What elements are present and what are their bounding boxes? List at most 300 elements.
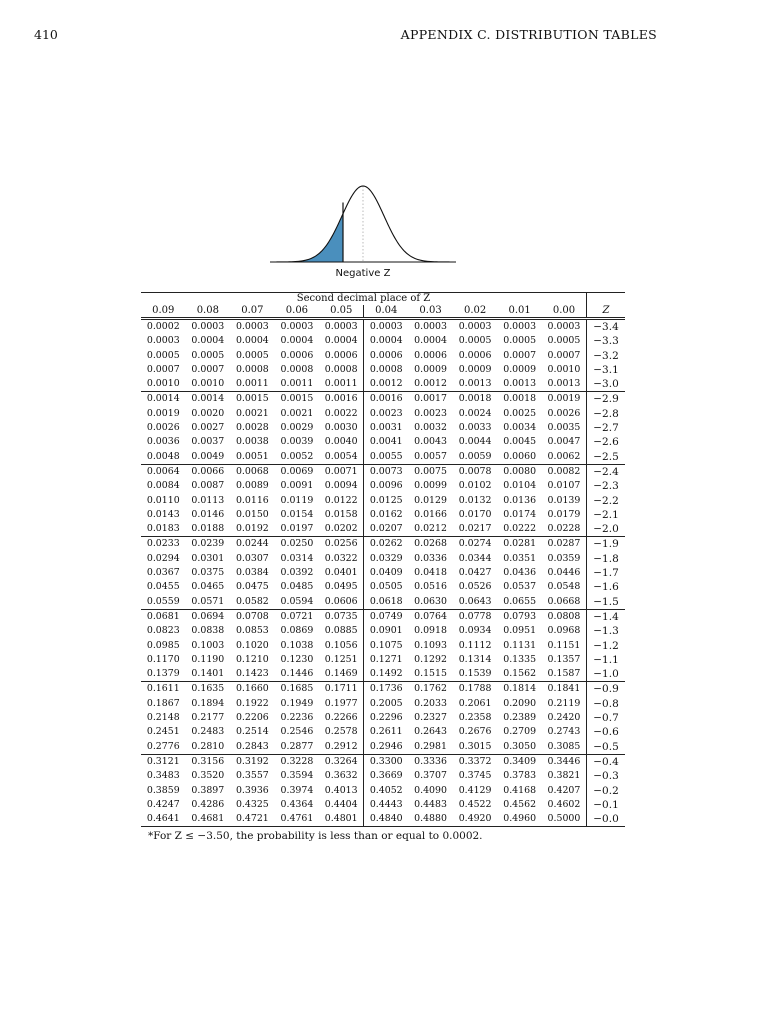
- probability-cell: 0.0012: [414, 378, 447, 390]
- table-row: [141, 812, 625, 827]
- table-row: [141, 377, 625, 392]
- table-row: [141, 508, 625, 522]
- probability-cell: 0.0384: [235, 567, 269, 579]
- probability-cell: 0.2148: [146, 712, 180, 724]
- probability-cell: 0.0336: [414, 552, 447, 564]
- probability-cell: 0.2206: [235, 712, 269, 724]
- probability-cell: 0.1190: [191, 653, 225, 665]
- probability-cell: 0.4404: [324, 798, 358, 810]
- probability-cell: 0.0059: [458, 450, 492, 462]
- table-row: [141, 522, 625, 537]
- probability-cell: 0.0021: [280, 407, 314, 419]
- probability-cell: 0.0034: [503, 422, 537, 434]
- probability-cell: 0.1894: [191, 697, 225, 709]
- table-row: [141, 479, 625, 493]
- probability-cell: 0.0281: [497, 537, 542, 552]
- table-row: [141, 711, 625, 725]
- probability-cell: 0.0089: [235, 480, 269, 492]
- probability-cell: 0.2358: [458, 712, 492, 724]
- table-row: [141, 363, 625, 377]
- probability-cell: 0.0068: [230, 464, 275, 479]
- z-value-cell: −1.8: [587, 552, 626, 566]
- probability-cell: 0.0015: [275, 392, 320, 407]
- running-head: APPENDIX C. DISTRIBUTION TABLES: [400, 27, 657, 42]
- probability-cell: 0.0268: [408, 537, 453, 552]
- probability-cell: 0.2327: [414, 712, 447, 724]
- z-value-cell: −1.9: [587, 537, 626, 552]
- probability-cell: 0.0113: [191, 494, 225, 506]
- probability-cell: 0.1251: [324, 653, 358, 665]
- z-table: [141, 292, 625, 827]
- z-value-cell: −1.6: [587, 580, 626, 594]
- probability-cell: 0.4562: [503, 798, 537, 810]
- probability-cell: 0.0004: [235, 335, 269, 347]
- table-row: [141, 697, 625, 711]
- probability-cell: 0.4129: [458, 784, 492, 796]
- probability-cell: 0.0516: [414, 581, 447, 593]
- probability-cell: 0.4681: [186, 812, 231, 827]
- probability-cell: 0.0062: [547, 450, 581, 462]
- probability-cell: 0.0064: [141, 464, 186, 479]
- probability-cell: 0.0102: [458, 480, 492, 492]
- probability-cell: 0.0409: [364, 566, 409, 580]
- probability-cell: 0.0446: [547, 567, 581, 579]
- probability-cell: 0.0003: [497, 319, 542, 335]
- table-row: [141, 464, 625, 479]
- table-row: [141, 595, 625, 610]
- table-row: [141, 552, 625, 566]
- probability-cell: 0.0274: [453, 537, 498, 552]
- probability-cell: 0.0951: [503, 625, 537, 637]
- probability-cell: 0.3050: [503, 740, 537, 752]
- probability-cell: 0.0643: [458, 595, 492, 607]
- probability-cell: 0.0023: [414, 407, 447, 419]
- probability-cell: 0.1492: [364, 667, 409, 682]
- probability-cell: 0.0329: [364, 552, 409, 566]
- probability-cell: 0.0026: [547, 407, 581, 419]
- probability-cell: 0.0044: [458, 436, 492, 448]
- probability-cell: 0.0021: [235, 407, 269, 419]
- probability-cell: 0.0217: [458, 523, 492, 535]
- probability-cell: 0.0233: [141, 537, 186, 552]
- probability-cell: 0.0004: [191, 335, 225, 347]
- probability-cell: 0.2119: [547, 697, 581, 709]
- probability-cell: 0.0010: [191, 378, 225, 390]
- probability-cell: 0.0006: [280, 349, 314, 361]
- probability-cell: 0.2643: [414, 726, 447, 738]
- probability-cell: 0.0351: [503, 552, 537, 564]
- z-value-cell: −0.1: [587, 798, 626, 812]
- probability-cell: 0.3015: [458, 740, 492, 752]
- probability-cell: 0.0023: [364, 407, 409, 421]
- probability-cell: 0.3264: [319, 754, 364, 769]
- probability-cell: 0.1020: [235, 639, 269, 651]
- table-row: [141, 667, 625, 682]
- probability-cell: 0.1112: [458, 639, 492, 651]
- probability-cell: 0.0051: [235, 450, 269, 462]
- probability-cell: 0.2389: [503, 712, 537, 724]
- probability-cell: 0.0091: [280, 480, 314, 492]
- probability-cell: 0.0778: [453, 609, 498, 624]
- probability-cell: 0.0006: [458, 349, 492, 361]
- probability-cell: 0.0057: [414, 450, 447, 462]
- probability-cell: 0.2611: [364, 725, 409, 739]
- probability-cell: 0.0049: [191, 450, 225, 462]
- column-header: 0.05: [319, 305, 364, 319]
- probability-cell: 0.0025: [503, 407, 537, 419]
- probability-cell: 0.0028: [235, 422, 269, 434]
- probability-cell: 0.0202: [324, 523, 358, 535]
- probability-cell: 0.0174: [503, 508, 537, 520]
- probability-cell: 0.0158: [324, 508, 358, 520]
- probability-cell: 0.0014: [141, 392, 186, 407]
- probability-cell: 0.0003: [275, 319, 320, 335]
- probability-cell: 0.0934: [458, 625, 492, 637]
- probability-cell: 0.0150: [235, 508, 269, 520]
- probability-cell: 0.3228: [275, 754, 320, 769]
- probability-cell: 0.0681: [141, 609, 186, 624]
- probability-cell: 0.0003: [146, 335, 180, 347]
- probability-cell: 0.1401: [191, 668, 225, 680]
- curve-caption: Negative Z: [335, 268, 391, 279]
- probability-cell: 0.0708: [230, 609, 275, 624]
- probability-cell: 0.0436: [503, 567, 537, 579]
- probability-cell: 0.1660: [230, 682, 275, 697]
- table-footnote: *For Z ≤ −3.50, the probability is less than or equal to 0.0002.: [148, 830, 483, 842]
- probability-cell: 0.0015: [230, 392, 275, 407]
- probability-cell: 0.1515: [414, 668, 447, 680]
- probability-cell: 0.0008: [235, 363, 269, 375]
- probability-cell: 0.0537: [503, 581, 537, 593]
- probability-cell: 0.0143: [146, 508, 180, 520]
- probability-cell: 0.0367: [146, 567, 180, 579]
- z-value-cell: −3.0: [587, 377, 626, 392]
- probability-cell: 0.0007: [503, 349, 537, 361]
- probability-cell: 0.0668: [547, 595, 581, 607]
- probability-cell: 0.0003: [230, 319, 275, 335]
- probability-cell: 0.0853: [235, 625, 269, 637]
- probability-cell: 0.0018: [497, 392, 542, 407]
- probability-cell: 0.0107: [547, 480, 581, 492]
- probability-cell: 0.1949: [280, 697, 314, 709]
- probability-cell: 0.3192: [230, 754, 275, 769]
- probability-cell: 0.0007: [146, 363, 180, 375]
- probability-cell: 0.0029: [280, 422, 314, 434]
- probability-cell: 0.1335: [503, 653, 537, 665]
- probability-cell: 0.0009: [503, 363, 537, 375]
- probability-cell: 0.2743: [547, 726, 581, 738]
- probability-cell: 0.1611: [141, 682, 186, 697]
- probability-cell: 0.0004: [414, 335, 447, 347]
- probability-cell: 0.0594: [280, 595, 314, 607]
- probability-cell: 0.1056: [324, 639, 358, 651]
- probability-cell: 0.0188: [191, 523, 225, 535]
- probability-cell: 0.1131: [503, 639, 537, 651]
- probability-cell: 0.3372: [453, 754, 498, 769]
- table-row: [141, 349, 625, 363]
- probability-cell: 0.0010: [146, 378, 180, 390]
- probability-cell: 0.3520: [191, 770, 225, 782]
- probability-cell: 0.1314: [458, 653, 492, 665]
- probability-cell: 0.1922: [235, 697, 269, 709]
- table-row: [141, 450, 625, 465]
- probability-cell: 0.0166: [414, 508, 447, 520]
- probability-cell: 0.0222: [503, 523, 537, 535]
- probability-cell: 0.4364: [280, 798, 314, 810]
- probability-cell: 0.5000: [542, 812, 587, 827]
- probability-cell: 0.1977: [324, 697, 358, 709]
- probability-cell: 0.0344: [458, 552, 492, 564]
- probability-cell: 0.0122: [324, 494, 358, 506]
- probability-cell: 0.0359: [547, 552, 581, 564]
- probability-cell: 0.0043: [414, 436, 447, 448]
- z-value-cell: −2.8: [587, 407, 626, 421]
- probability-cell: 0.3409: [497, 754, 542, 769]
- probability-cell: 0.0016: [319, 392, 364, 407]
- probability-cell: 0.0250: [275, 537, 320, 552]
- probability-cell: 0.1711: [319, 682, 364, 697]
- probability-cell: 0.2946: [364, 740, 409, 755]
- z-value-cell: −3.2: [587, 349, 626, 363]
- probability-cell: 0.0017: [408, 392, 453, 407]
- probability-cell: 0.0262: [364, 537, 409, 552]
- probability-cell: 0.2676: [458, 726, 492, 738]
- probability-cell: 0.3897: [191, 784, 225, 796]
- probability-cell: 0.0005: [458, 335, 492, 347]
- probability-cell: 0.0048: [146, 450, 180, 462]
- table-row: [141, 639, 625, 653]
- page-number: 410: [34, 27, 58, 42]
- probability-cell: 0.0694: [186, 609, 231, 624]
- probability-cell: 0.0099: [414, 480, 447, 492]
- probability-cell: 0.0154: [280, 508, 314, 520]
- probability-cell: 0.2266: [324, 712, 358, 724]
- probability-cell: 0.1423: [235, 668, 269, 680]
- probability-cell: 0.0207: [364, 522, 409, 537]
- table-row: [141, 653, 625, 667]
- probability-cell: 0.0146: [191, 508, 225, 520]
- table-row: [141, 784, 625, 798]
- probability-cell: 0.0084: [146, 480, 180, 492]
- probability-cell: 0.0003: [453, 319, 498, 335]
- probability-cell: 0.0008: [324, 363, 358, 375]
- probability-cell: 0.0104: [503, 480, 537, 492]
- column-header: 0.09: [141, 305, 186, 319]
- probability-cell: 0.0002: [141, 319, 186, 335]
- table-row: [141, 740, 625, 755]
- probability-cell: 0.0018: [453, 392, 498, 407]
- probability-cell: 0.0571: [191, 595, 225, 607]
- probability-cell: 0.1379: [146, 668, 180, 680]
- probability-cell: 0.0007: [191, 363, 225, 375]
- table-row: [141, 725, 625, 739]
- z-value-cell: −0.9: [587, 682, 626, 697]
- probability-cell: 0.0075: [408, 464, 453, 479]
- probability-cell: 0.0066: [186, 464, 231, 479]
- probability-cell: 0.0005: [191, 349, 225, 361]
- probability-cell: 0.0110: [146, 494, 180, 506]
- probability-cell: 0.0392: [280, 567, 314, 579]
- table-row: [141, 435, 625, 449]
- probability-cell: 0.0037: [191, 436, 225, 448]
- probability-cell: 0.0052: [280, 450, 314, 462]
- probability-cell: 0.2483: [191, 726, 225, 738]
- probability-cell: 0.1635: [186, 682, 231, 697]
- probability-cell: 0.1093: [414, 639, 447, 651]
- probability-cell: 0.1292: [414, 653, 447, 665]
- probability-cell: 0.1230: [280, 653, 314, 665]
- probability-cell: 0.0183: [146, 523, 180, 535]
- probability-cell: 0.0582: [235, 595, 269, 607]
- probability-cell: 0.0314: [280, 552, 314, 564]
- probability-cell: 0.4522: [458, 798, 492, 810]
- table-row: [141, 682, 625, 697]
- table-row: [141, 798, 625, 812]
- probability-cell: 0.0003: [408, 319, 453, 335]
- probability-cell: 0.1841: [542, 682, 587, 697]
- probability-cell: 0.2420: [547, 712, 581, 724]
- probability-cell: 0.0548: [547, 581, 581, 593]
- probability-cell: 0.0505: [364, 580, 409, 594]
- probability-cell: 0.3446: [542, 754, 587, 769]
- probability-cell: 0.0192: [235, 523, 269, 535]
- probability-cell: 0.4443: [364, 798, 409, 812]
- probability-cell: 0.0287: [542, 537, 587, 552]
- probability-cell: 0.0655: [503, 595, 537, 607]
- probability-cell: 0.0004: [364, 334, 409, 348]
- probability-cell: 0.3936: [235, 784, 269, 796]
- column-header: 0.04: [364, 305, 409, 319]
- table-row: [141, 319, 625, 335]
- probability-cell: 0.0014: [186, 392, 231, 407]
- probability-cell: 0.4602: [547, 798, 581, 810]
- probability-cell: 0.4325: [235, 798, 269, 810]
- probability-cell: 0.2776: [146, 740, 180, 752]
- table-row: [141, 580, 625, 594]
- probability-cell: 0.2877: [280, 740, 314, 752]
- probability-cell: 0.0239: [186, 537, 231, 552]
- probability-cell: 0.1587: [547, 668, 581, 680]
- probability-cell: 0.0008: [280, 363, 314, 375]
- probability-cell: 0.0749: [364, 609, 409, 624]
- table-row: [141, 334, 625, 348]
- probability-cell: 0.0041: [364, 435, 409, 449]
- probability-cell: 0.0039: [280, 436, 314, 448]
- probability-cell: 0.0526: [458, 581, 492, 593]
- z-value-cell: −0.5: [587, 740, 626, 755]
- probability-cell: 0.0078: [453, 464, 498, 479]
- probability-cell: 0.3557: [235, 770, 269, 782]
- probability-cell: 0.0033: [458, 422, 492, 434]
- probability-cell: 0.2177: [191, 712, 225, 724]
- probability-cell: 0.0901: [364, 624, 409, 638]
- probability-cell: 0.4090: [414, 784, 447, 796]
- z-value-cell: −3.4: [587, 319, 626, 335]
- probability-cell: 0.0823: [146, 625, 180, 637]
- probability-cell: 0.0119: [280, 494, 314, 506]
- probability-cell: 0.0455: [146, 581, 180, 593]
- probability-cell: 0.0465: [191, 581, 225, 593]
- probability-cell: 0.0418: [414, 567, 447, 579]
- probability-cell: 0.4483: [414, 798, 447, 810]
- z-value-cell: −1.3: [587, 624, 626, 638]
- z-value-cell: −0.3: [587, 769, 626, 783]
- probability-cell: 0.1170: [146, 653, 180, 665]
- probability-cell: 0.0918: [414, 625, 447, 637]
- probability-cell: 0.0013: [547, 378, 581, 390]
- probability-cell: 0.0003: [319, 319, 364, 335]
- probability-cell: 0.3085: [547, 740, 581, 752]
- probability-cell: 0.0036: [146, 436, 180, 448]
- z-value-cell: −2.0: [587, 522, 626, 537]
- probability-cell: 0.1469: [324, 668, 358, 680]
- probability-cell: 0.1762: [408, 682, 453, 697]
- probability-cell: 0.0006: [324, 349, 358, 361]
- probability-cell: 0.0011: [324, 378, 358, 390]
- probability-cell: 0.4641: [141, 812, 186, 827]
- probability-cell: 0.1685: [275, 682, 320, 697]
- table-row: [141, 494, 625, 508]
- probability-cell: 0.0559: [146, 595, 180, 607]
- probability-cell: 0.0009: [458, 363, 492, 375]
- shaded-left-tail: [270, 214, 343, 262]
- probability-cell: 0.3783: [503, 770, 537, 782]
- probability-cell: 0.0013: [458, 378, 492, 390]
- z-value-cell: −0.2: [587, 784, 626, 798]
- z-value-cell: −2.1: [587, 508, 626, 522]
- table-row: [141, 609, 625, 624]
- probability-cell: 0.0005: [547, 335, 581, 347]
- probability-cell: 0.0003: [542, 319, 587, 335]
- z-column-header: Z: [587, 305, 626, 319]
- probability-cell: 0.2709: [503, 726, 537, 738]
- column-header: 0.02: [453, 305, 498, 319]
- probability-cell: 0.0035: [547, 422, 581, 434]
- probability-cell: 0.0019: [146, 407, 180, 419]
- probability-cell: 0.0885: [324, 625, 358, 637]
- probability-cell: 0.0485: [280, 581, 314, 593]
- probability-cell: 0.0006: [364, 349, 409, 363]
- probability-cell: 0.0630: [414, 595, 447, 607]
- probability-cell: 0.2981: [414, 740, 447, 752]
- column-header: 0.06: [275, 305, 320, 319]
- probability-cell: 0.0045: [503, 436, 537, 448]
- probability-cell: 0.1539: [458, 668, 492, 680]
- probability-cell: 0.0301: [191, 552, 225, 564]
- probability-cell: 0.3483: [146, 770, 180, 782]
- probability-cell: 0.0197: [280, 523, 314, 535]
- probability-cell: 0.4247: [146, 798, 180, 810]
- probability-cell: 0.0094: [324, 480, 358, 492]
- probability-cell: 0.2296: [364, 711, 409, 725]
- z-value-cell: −2.9: [587, 392, 626, 407]
- z-value-cell: −3.1: [587, 363, 626, 377]
- probability-cell: 0.4013: [324, 784, 358, 796]
- probability-cell: 0.0004: [324, 335, 358, 347]
- probability-cell: 0.3859: [146, 784, 180, 796]
- probability-cell: 0.0010: [547, 363, 581, 375]
- probability-cell: 0.0008: [364, 363, 409, 377]
- table-row: [141, 421, 625, 435]
- probability-cell: 0.0294: [146, 552, 180, 564]
- probability-cell: 0.1814: [497, 682, 542, 697]
- probability-cell: 0.0024: [458, 407, 492, 419]
- table-row: [141, 392, 625, 407]
- probability-cell: 0.0019: [542, 392, 587, 407]
- probability-cell: 0.2451: [146, 726, 180, 738]
- z-value-cell: −0.8: [587, 697, 626, 711]
- probability-cell: 0.0170: [458, 508, 492, 520]
